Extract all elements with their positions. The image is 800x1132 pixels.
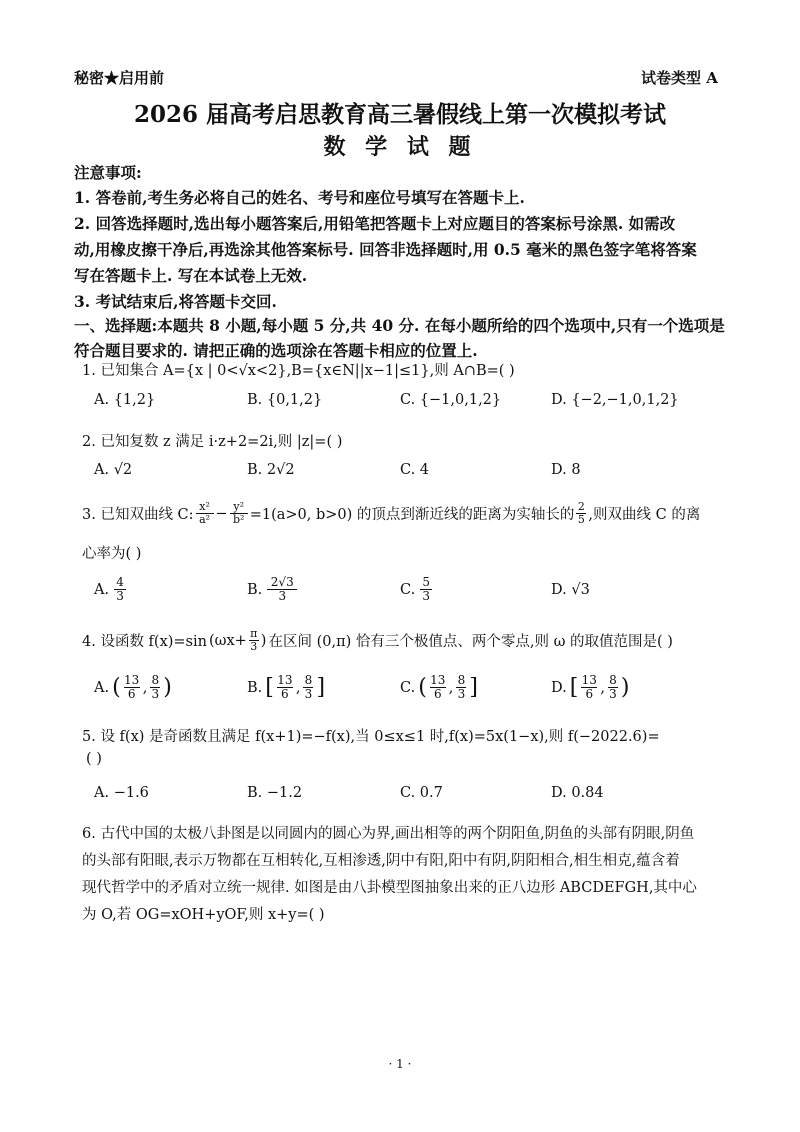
question-2-stem: 2. 已知复数 z 满足 i·z+2=2i,则 |z|=( ) bbox=[82, 434, 343, 450]
paper-type-label: 试卷类型 A bbox=[641, 69, 718, 87]
section-heading-cont: 符合题目要求的. 请把正确的选项涂在答题卡相应的位置上. bbox=[74, 341, 478, 360]
x2-over-a2-fraction bbox=[196, 501, 214, 526]
q3-text-end: ,则双曲线 C 的离 bbox=[588, 507, 701, 523]
question-5-option-d: D. 0.84 bbox=[551, 785, 604, 801]
option-fraction bbox=[114, 576, 126, 603]
frac-den: 3 bbox=[609, 687, 617, 701]
comma: , bbox=[142, 679, 148, 696]
question-6-line: 现代哲学中的矛盾对立统一规律. 如图是由八卦模型图抽象出来的正八边形 ABCDEFGH,其中心 bbox=[82, 880, 697, 896]
frac-den: 6 bbox=[433, 687, 442, 701]
q4-text-end: 在区间 (0,π) 恰有三个极值点、两个零点,则 ω 的取值范围是( ) bbox=[268, 634, 673, 650]
bracket-open: ( bbox=[112, 675, 121, 700]
exam-subject: 数 学 试 题 bbox=[323, 134, 477, 160]
frac-num: 2√3 bbox=[270, 575, 294, 589]
question-5-option-a: A. −1.6 bbox=[94, 785, 149, 801]
question-6-line: 的头部有阳眼,表示万物都在互相转化,互相渗透,阴中有阳,阳中有阴,阴阳相合,相生相克,蕴含着 bbox=[82, 853, 680, 869]
frac-num: 4 bbox=[116, 575, 124, 589]
bracket-close: ] bbox=[469, 675, 478, 700]
option-letter: C. bbox=[400, 679, 416, 696]
option-letter: B. bbox=[247, 581, 263, 598]
question-1-stem: 1. 已知集合 A={x | 0<√x<2},B={x∈N||x−1|≤1},则 A∩B=( ) bbox=[82, 363, 515, 379]
frac-den: 3 bbox=[151, 687, 160, 701]
option-fraction bbox=[608, 674, 618, 701]
comma: , bbox=[448, 679, 454, 696]
option-fraction bbox=[430, 674, 446, 701]
comma: , bbox=[600, 679, 605, 696]
bracket-close: ) bbox=[620, 675, 630, 700]
frac-den: 6 bbox=[281, 687, 289, 701]
frac-den: 3 bbox=[116, 589, 124, 603]
bracket-open: ( bbox=[418, 675, 427, 700]
notice-item: 3. 考试结束后,将答题卡交回. bbox=[74, 292, 277, 311]
question-3-stem bbox=[82, 501, 700, 526]
question-6-line: 6. 古代中国的太极八卦图是以同圆内的圆心为界,画出相等的两个阴阳鱼,阴鱼的头部有阴眼,阴鱼 bbox=[82, 826, 695, 842]
frac-num: 8 bbox=[457, 673, 466, 687]
q4-text-start: 4. 设函数 f(x)=sin bbox=[82, 634, 207, 650]
option-fraction bbox=[150, 674, 160, 701]
bracket-open: [ bbox=[569, 675, 579, 700]
option-letter: B. bbox=[247, 679, 263, 696]
question-2-option-c: C. 4 bbox=[400, 462, 430, 478]
frac-num: 5 bbox=[422, 575, 430, 589]
notice-item: 1. 答卷前,考生务必将自己的姓名、考号和座位号填写在答题卡上. bbox=[74, 188, 525, 207]
frac-den: 5 bbox=[577, 513, 585, 526]
question-4-option-b bbox=[247, 674, 325, 701]
frac-den: 6 bbox=[127, 687, 136, 701]
frac-num: 13 bbox=[124, 673, 140, 687]
question-2-option-b: B. 2√2 bbox=[247, 462, 295, 478]
question-1-option-c: C. {−1,0,1,2} bbox=[400, 392, 502, 408]
frac-den: 3 bbox=[250, 640, 258, 653]
option-fraction bbox=[267, 576, 297, 603]
question-5-stem: 5. 设 f(x) 是奇函数且满足 f(x+1)=−f(x),当 0≤x≤1 时,f(x)=5x(1−x),则 f(−2022.6)= bbox=[82, 729, 660, 745]
pi-over-3-fraction bbox=[249, 628, 259, 653]
option-fraction bbox=[420, 576, 432, 603]
bracket-close: ) bbox=[163, 675, 172, 700]
frac-num: 13 bbox=[581, 673, 597, 687]
confidential-label: 秘密★启用前 bbox=[74, 69, 165, 87]
q3-text-mid: =1(a>0, b>0) 的顶点到渐近线的距离为实轴长的 bbox=[249, 507, 575, 523]
option-fraction bbox=[303, 674, 313, 701]
question-4-option-d bbox=[551, 674, 630, 701]
frac-num: 8 bbox=[609, 673, 617, 687]
option-letter: A. bbox=[94, 581, 110, 598]
question-4-option-a bbox=[94, 674, 172, 701]
q3-text-start: 3. 已知双曲线 C: bbox=[82, 507, 194, 523]
question-5-stem-cont: ( ) bbox=[86, 751, 102, 767]
option-fraction bbox=[456, 674, 466, 701]
q4-paren-open: (ωx+ bbox=[208, 632, 247, 649]
frac-den: a² bbox=[199, 513, 211, 526]
frac-num: 13 bbox=[430, 673, 446, 687]
frac-num: x² bbox=[199, 500, 210, 513]
q4-paren-close: ) bbox=[260, 632, 267, 649]
two-fifths-fraction bbox=[576, 501, 586, 526]
frac-num: 13 bbox=[277, 673, 293, 687]
minus-sign: − bbox=[215, 505, 228, 522]
notice-heading: 注意事项: bbox=[74, 163, 142, 182]
frac-den: 3 bbox=[422, 589, 430, 603]
frac-den: 3 bbox=[278, 589, 287, 603]
exam-title: 2026 届高考启思教育高三暑假线上第一次模拟考试 bbox=[133, 101, 667, 128]
question-2-option-a: A. √2 bbox=[94, 462, 133, 478]
option-letter: D. bbox=[551, 679, 567, 696]
question-3-option-a bbox=[94, 576, 126, 603]
frac-num: 8 bbox=[304, 673, 313, 687]
comma: , bbox=[295, 679, 301, 696]
question-4-option-c bbox=[400, 674, 478, 701]
question-5-option-c: C. 0.7 bbox=[400, 785, 443, 801]
frac-den: 3 bbox=[304, 687, 313, 701]
option-fraction bbox=[581, 674, 597, 701]
question-2-option-d: D. 8 bbox=[551, 462, 581, 478]
question-1-option-d: D. {−2,−1,0,1,2} bbox=[551, 392, 679, 408]
option-fraction bbox=[277, 674, 293, 701]
bracket-close: ] bbox=[316, 675, 326, 700]
notice-item: 动,用橡皮擦干净后,再选涂其他答案标号. 回答非选择题时,用 0.5 毫米的黑色签字笔将答案 bbox=[74, 240, 697, 259]
option-fraction bbox=[124, 674, 140, 701]
frac-den: b² bbox=[232, 513, 245, 526]
question-3-option-b bbox=[247, 576, 297, 603]
frac-den: 3 bbox=[457, 687, 466, 701]
frac-num: 8 bbox=[151, 673, 160, 687]
question-6-line: 为 O,若 OG=xOH+yOF,则 x+y=( ) bbox=[82, 907, 325, 923]
section-heading: 一、选择题:本题共 8 小题,每小题 5 分,共 40 分. 在每小题所给的四个选项中,只有一个选项是 bbox=[74, 316, 725, 335]
question-4-stem bbox=[82, 628, 673, 653]
frac-num: 2 bbox=[577, 500, 585, 513]
question-5-option-b: B. −1.2 bbox=[247, 785, 303, 801]
question-1-option-a: A. {1,2} bbox=[94, 392, 156, 408]
question-3-option-c bbox=[400, 576, 432, 603]
option-letter: C. bbox=[400, 581, 416, 598]
frac-num: π bbox=[250, 627, 258, 640]
notice-item: 2. 回答选择题时,选出每小题答案后,用铅笔把答题卡上对应题目的答案标号涂黑. 如需改 bbox=[74, 214, 676, 233]
page-number: · 1 · bbox=[388, 1057, 412, 1071]
option-letter: A. bbox=[94, 679, 110, 696]
notice-item: 写在答题卡上. 写在本试卷上无效. bbox=[74, 266, 308, 285]
question-3-stem-cont: 心率为( ) bbox=[82, 546, 142, 562]
question-3-option-d: D. √3 bbox=[551, 582, 590, 598]
bracket-open: [ bbox=[265, 675, 274, 700]
y2-over-b2-fraction bbox=[230, 501, 248, 526]
frac-num: y² bbox=[233, 500, 245, 513]
question-1-option-b: B. {0,1,2} bbox=[247, 392, 323, 408]
frac-den: 6 bbox=[585, 687, 594, 701]
